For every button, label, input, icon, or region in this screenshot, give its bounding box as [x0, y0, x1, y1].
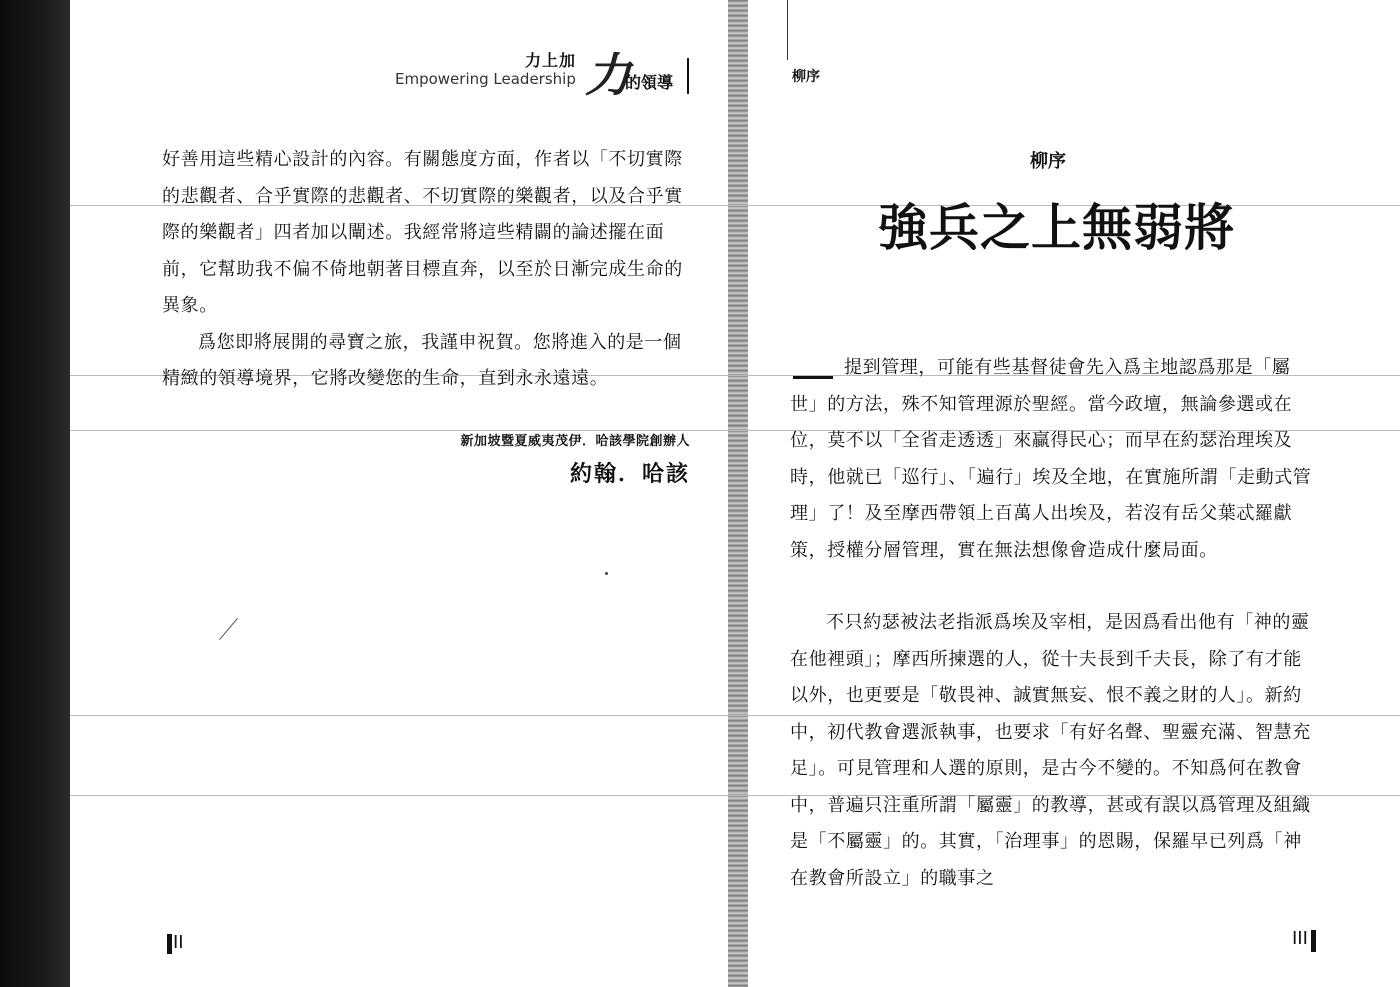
- header-title-english: Empowering Leadership: [395, 70, 576, 88]
- gutter-line: [787, 0, 788, 60]
- header-calligraphy-glyph: 力: [585, 48, 631, 102]
- signature-block: [460, 430, 690, 488]
- header-bar: [687, 58, 689, 94]
- right-body-text: [790, 350, 1315, 897]
- section-label: 柳序: [1030, 151, 1066, 172]
- header-title-top: 力上加: [525, 51, 577, 70]
- left-paragraph-2: 爲您即將展開的尋寶之旅，我謹申祝賀。您將進入的是一個精緻的領導境界，它將改變您的生命，直到永永遠遠。: [162, 331, 682, 389]
- page-number-left: II: [173, 932, 184, 953]
- signature-name: 約翰．哈該: [569, 461, 690, 487]
- scan-edge-shadow: [0, 0, 70, 987]
- left-body-text: [162, 142, 692, 398]
- left-paragraph-1: 好善用這些精心設計的內容。有關態度方面，作者以「不切實際的悲觀者、合乎實際的悲觀者、不切實際的樂觀者，以及合乎實際的樂觀者」四者加以闡述。我經常將這些精闢的論述擺在面前，它幫助我不偏不倚地朝著目標直奔，以至於日漸完成生命的異象。: [162, 149, 683, 316]
- header-title-right: 的領導: [625, 73, 674, 92]
- right-paragraph-1: 提到管理，可能有些基督徒會先入爲主地認爲那是「屬世」的方法，殊不知管理源於聖經。當今政壇，無論參選或在位，莫不以「全省走透透」來贏得民心；而早在約瑟治理埃及時，他就已「巡行」、「遍行」埃及全地，在實施所謂「走動式管理」了！及至摩西帶領上百萬人出埃及，若沒有岳父葉忒羅獻策，授權分層管理，實在無法想像會造成什麼局面。: [790, 357, 1312, 561]
- chapter-title: 強兵之上無弱將: [878, 198, 1235, 257]
- page-number-right: III: [1292, 928, 1308, 949]
- ink-speck: [605, 572, 608, 575]
- right-paragraph-2: 不只約瑟被法老指派爲埃及宰相，是因爲看出他有「神的靈在他裡頭」；摩西所揀選的人，從十夫長到千夫長，除了有才能以外，也更要是「敬畏神、誠實無妄、恨不義之財的人」。新約中，初代教會選派執事，也要求「有好名聲、聖靈充滿、智慧充足」。可見管理和人選的原則，是古今不變的。不知爲何在教會中，普遍只注重所謂「屬靈」的教導，甚或有誤以爲管理及組織是「不屬靈」的。其實，「治理事」的恩賜，保羅早已列爲「神在教會所設立」的職事之: [790, 612, 1311, 889]
- signature-affiliation: 新加坡暨夏威夷茂伊．哈該學院創辦人: [460, 434, 690, 449]
- book-gutter: [728, 0, 748, 987]
- book-header: [395, 48, 695, 108]
- running-header-right: 柳序: [792, 69, 820, 85]
